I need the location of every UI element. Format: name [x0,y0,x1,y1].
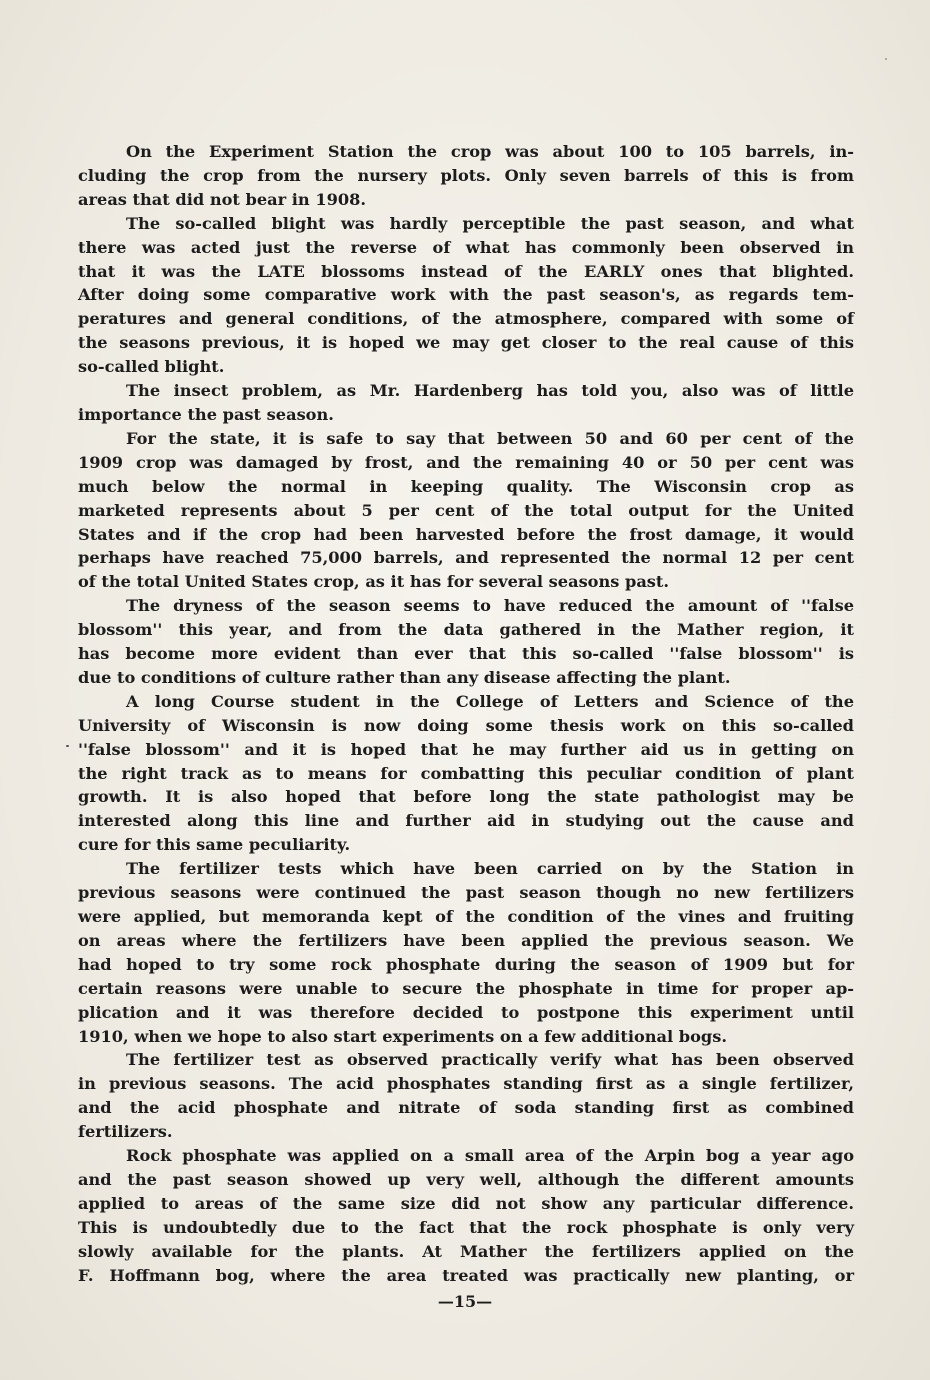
text-line: and the past season showed up very well, although the different amounts [78,1169,854,1189]
text-line: that it was the LATE blossoms instead of the EARLY ones that blighted. [78,261,854,281]
text-line: so-called blight. [78,357,225,377]
text-line: of the total United States crop, as it has for several seasons past. [78,572,670,592]
text-line: certain reasons were unable to secure the phosphate in time for proper ap- [78,978,854,998]
text-line: F. Hoffmann bog, where the area treated was practically new planting, or [78,1265,854,1285]
text-line: the right track as to means for combatting this peculiar condition of plant [78,763,854,783]
ink-speck [66,745,69,747]
text-line: For the state, it is safe to say that between 50 and 60 per cent of the [126,428,854,448]
text-line: and the acid phosphate and nitrate of soda standing first as combined [78,1098,854,1118]
text-line: This is undoubtedly due to the fact that the rock phosphate is only very [78,1217,854,1237]
text-line: in previous seasons. The acid phosphates standing first as a single fertilizer, [78,1074,854,1094]
text-line: On the Experiment Station the crop was about 100 to 105 barrels, in- [126,142,854,161]
text-line: After doing some comparative work with the past season's, as regards tem- [78,285,854,305]
text-line: 1910, when we hope to also start experiments on a few additional bogs. [78,1026,727,1046]
text-line: The fertilizer tests which have been carried on by the Station in [126,859,854,879]
text-line: blossom'' this year, and from the data gathered in the Mather region, it [78,620,854,640]
text-line: A long Course student in the College of Letters and Science of the [126,691,854,711]
paragraph-experiment-station-crop [78,140,854,212]
paragraph-rock-phosphate [78,1144,854,1287]
text-line: University of Wisconsin is now doing some thesis work on this so-called [78,715,854,735]
text-line: ''false blossom'' and it is hoped that he may further aid us in getting on [78,739,854,759]
text-line: States and if the crop had been harvested before the frost damage, it would [78,524,854,544]
text-line: had hoped to try some rock phosphate during the season of 1909 but for [78,954,854,974]
text-line: The dryness of the season seems to have reduced the amount of ''false [126,596,854,616]
text-line: interested along this line and further aid in studying out the cause and [78,811,854,831]
paragraph-insect-problem [78,379,854,427]
text-line: the seasons previous, it is hoped we may get closer to the real cause of this [78,333,854,353]
text-line: has become more evident than ever that this so-called ''false blossom'' is [78,644,854,664]
text-line: The so-called blight was hardly perceptible the past season, and what [126,213,854,233]
text-line: due to conditions of culture rather than any disease affecting the plant. [78,667,731,687]
text-line: were applied, but memoranda kept of the condition of the vines and fruiting [78,907,854,926]
text-line: peratures and general conditions, of the atmosphere, compared with some of [78,309,854,329]
paragraph-state-crop [78,427,854,594]
text-line: previous seasons were continued the past season though no new fertilizers [78,883,854,903]
text-line: much below the normal in keeping quality. The Wisconsin crop as [78,476,854,496]
paragraph-false-blossom [78,594,854,690]
text-line: areas that did not bear in 1908. [78,189,367,209]
text-line: perhaps have reached 75,000 barrels, and represented the normal 12 per cent [78,548,854,568]
text-line: on areas where the fertilizers have been applied the previous season. We [78,930,854,950]
paragraph-fertilizer-observed [78,1048,854,1144]
paragraph-fertilizer-tests [78,857,854,1048]
text-line: 1909 crop was damaged by frost, and the remaining 40 or 50 per cent was [78,452,854,472]
text-line: importance the past season. [78,404,334,424]
text-line: cure for this same peculiarity. [78,835,351,855]
text-line: cluding the crop from the nursery plots. Only seven barrels of this is from [78,165,854,185]
text-line: The insect problem, as Mr. Hardenberg has told you, also was of little [126,381,854,401]
page-number: —15— [437,1292,493,1311]
text-line: growth. It is also hoped that before long the state pathologist may be [78,787,854,807]
text-line: applied to areas of the same size did not show any particular difference. [78,1193,854,1213]
text-line: Rock phosphate was applied on a small area of the Arpin bog a year ago [126,1146,854,1166]
text-line: slowly available for the plants. At Mather the fertilizers applied on the [78,1241,854,1261]
text-line: marketed represents about 5 per cent of the total output for the United [78,500,854,520]
ink-speck [885,58,887,60]
text-line: The fertilizer test as observed practically verify what has been observed [126,1050,854,1070]
text-line: fertilizers. [78,1122,173,1142]
text-line: plication and it was therefore decided to postpone this experiment until [78,1002,854,1022]
paragraph-blight [78,212,854,379]
text-line: there was acted just the reverse of what has commonly been observed in [78,237,854,257]
paragraph-thesis-work [78,690,854,857]
body-text [78,140,854,1288]
